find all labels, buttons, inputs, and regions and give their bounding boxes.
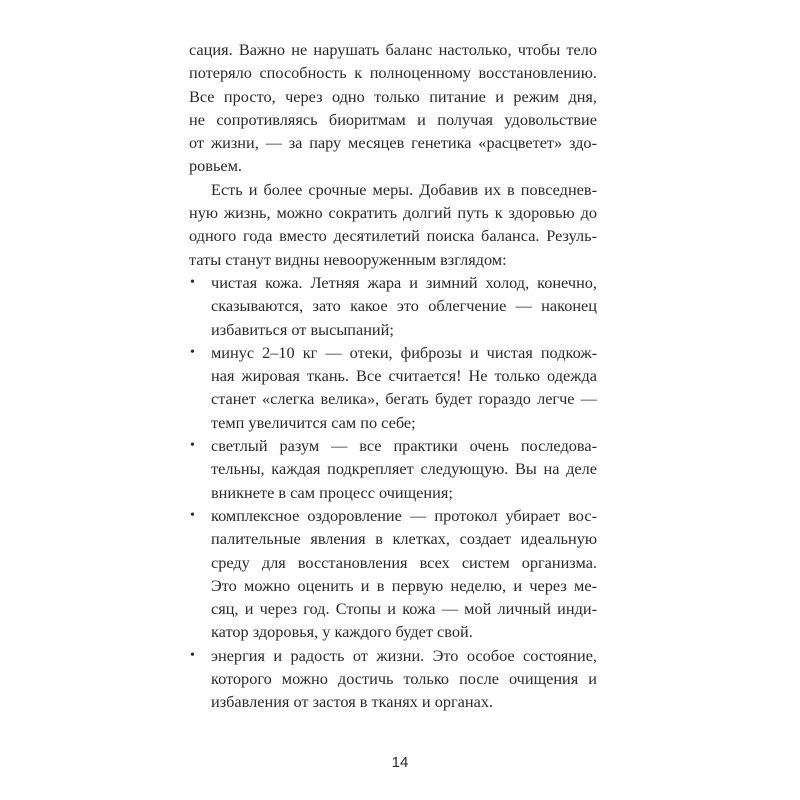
text-line: катор здоровья, у каждого будет свой. — [211, 622, 473, 642]
text-line: станет «слегка велика», бегать будет гораздо легче — — [211, 389, 597, 409]
text-line: потеряло способность к полноценному восстановлению. — [189, 63, 597, 83]
bullet-list — [189, 271, 597, 714]
text-line: не сопротивляясь биоритмам и получая удовольствие — [189, 109, 597, 129]
text-line: минус 2–10 кг — отеки, фиброзы и чистая подкож- — [211, 342, 597, 362]
text-line: светлый разум — все практики очень последова- — [211, 436, 597, 456]
text-line: чистая кожа. Летняя жара и зимний холод, конечно, — [211, 272, 597, 292]
page-number: 14 — [391, 754, 409, 771]
list-item — [189, 434, 597, 504]
text-line: избавиться от высыпаний; — [211, 319, 394, 339]
text-line: палительные явления в клетках, создает идеальную — [211, 529, 597, 549]
bullet-icon: • — [190, 274, 195, 290]
text-line: Есть и более срочные меры. Добавив их в повседнев- — [211, 179, 597, 199]
text-line: ровьем. — [189, 156, 242, 176]
paragraph — [189, 38, 597, 178]
text-line: от жизни, — за пару месяцев генетика «расцветет» здо- — [189, 133, 597, 153]
text-line: которого можно достичь только после очищения и — [211, 669, 597, 689]
page-body — [189, 38, 597, 714]
text-line: Это можно оценить и в первую неделю, и через ме- — [211, 575, 597, 595]
text-line: тельны, каждая подкрепляет следующую. Вы на деле — [211, 459, 597, 479]
text-line: комплексное оздоровление — протокол убирает вос- — [211, 505, 597, 525]
text-line: энергия и радость от жизни. Это особое состояние, — [211, 645, 597, 665]
text-line: сяц, и через год. Стопы и кожа — мой личный инди- — [211, 599, 597, 619]
text-line: темп увеличится сам по себе; — [211, 412, 416, 432]
bullet-icon: • — [190, 507, 195, 523]
list-item — [189, 341, 597, 434]
text-line: сация. Важно не нарушать баланс настолько, чтобы тело — [189, 40, 597, 59]
text-line: сказываются, зато какое это облегчение — наконец — [211, 296, 597, 316]
text-line: ная жировая ткань. Все считается! Не только одежда — [211, 366, 597, 386]
list-item — [189, 504, 597, 644]
bullet-icon: • — [190, 344, 195, 360]
text-line: Все просто, через одно только питание и режим дня, — [189, 86, 597, 106]
paragraph — [189, 178, 597, 271]
paragraphs — [189, 38, 597, 271]
text-line: среду для восстановления всех систем организма. — [211, 552, 597, 572]
text-line: ную жизнь, можно сократить долгий путь к здоровью до — [189, 203, 597, 223]
text-line: избавления от застоя в тканях и органах. — [211, 692, 494, 712]
list-item — [189, 644, 597, 714]
bullet-icon: • — [190, 438, 195, 454]
list-item — [189, 271, 597, 341]
text-line: вникнете в сам процесс очищения; — [211, 482, 453, 502]
bullet-icon: • — [190, 647, 195, 663]
text-line: таты станут видны невооруженным взглядом: — [189, 249, 507, 269]
text-line: одного года вместо десятилетий поиска баланса. Резуль- — [189, 226, 597, 246]
